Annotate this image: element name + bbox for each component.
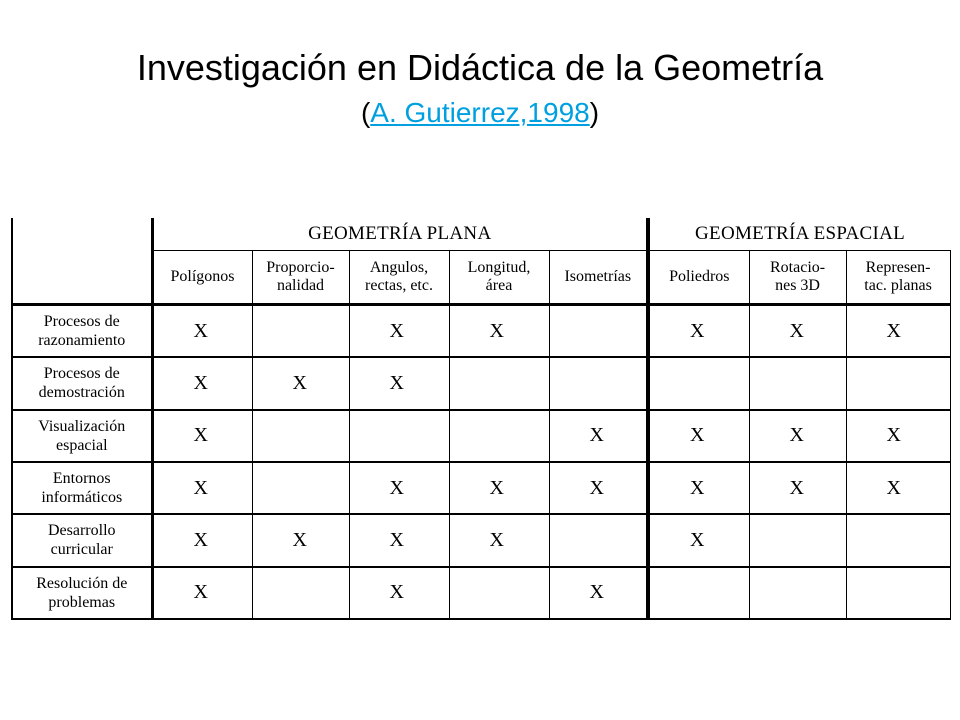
row-header-line: Procesos de [43,313,120,331]
table-cell: X [549,567,648,619]
table-cell: X [846,305,950,358]
column-header-line: Rotacio- [770,259,826,276]
column-header-line: Polígonos [170,268,235,285]
group-header-plana: GEOMETRÍA PLANA [152,218,648,251]
row-header [12,567,152,619]
row-header-line: Desarrollo [47,522,116,540]
column-header-line: nes 3D [775,277,820,294]
column-header-row [12,251,950,305]
row-header [12,357,152,409]
table-cell: X [648,410,749,462]
column-header [749,251,846,305]
table-cell: X [152,567,252,619]
table-body [12,305,950,620]
table-cell [252,410,349,462]
column-header [449,251,549,305]
table-cell [846,357,950,409]
row-header-line: Entornos [52,470,111,488]
table-cell [549,357,648,409]
table-cell: X [152,357,252,409]
table-cell [252,305,349,358]
row-header [12,410,152,462]
table-cell: X [152,514,252,566]
table-row [12,410,950,462]
table-cell [549,514,648,566]
table-cell: X [152,462,252,514]
row-header-line: informáticos [41,489,123,507]
citation-open-paren: ( [360,97,371,128]
column-header-line: Isometrías [564,268,632,285]
column-header-line: Proporcio- [266,259,335,276]
table-cell: X [449,462,549,514]
row-header-line: demostración [38,384,125,402]
slide-title: Investigación en Didáctica de la Geometría [136,47,824,88]
row-header-line: Procesos de [43,365,120,383]
table-row [12,357,950,409]
table-cell [449,410,549,462]
column-header-line: área [485,277,513,294]
table-cell [252,567,349,619]
table-row [12,514,950,566]
table-row [12,567,950,619]
column-header [648,251,749,305]
table-cell: X [648,462,749,514]
row-header [12,514,152,566]
column-header [152,251,252,305]
table-cell: X [252,514,349,566]
column-header-line: tac. planas [864,277,932,294]
row-header-line: espacial [55,436,108,454]
column-header-line: Poliedros [669,268,730,285]
column-header-line: Longitud, [467,259,531,276]
row-header-line: curricular [50,541,113,559]
table-cell: X [648,514,749,566]
table-cell: X [749,462,846,514]
table-cell: X [846,462,950,514]
table-cell [648,567,749,619]
table-cell: X [349,567,449,619]
column-header-line: rectas, etc. [365,277,433,294]
row-header-line: Visualización [38,417,126,435]
table-cell [749,514,846,566]
table-cell: X [152,305,252,358]
row-header [12,305,152,358]
table-cell: X [449,305,549,358]
group-header-espacial: GEOMETRÍA ESPACIAL [648,218,950,251]
citation-close-paren: ) [589,97,600,128]
table-cell [846,567,950,619]
column-header-line: Angulos, [369,259,429,276]
table-cell [549,305,648,358]
table-cell: X [749,410,846,462]
table-cell: X [749,305,846,358]
citation-link[interactable]: A. Gutierrez,1998 [370,97,590,128]
table-cell [449,357,549,409]
table-cell [449,567,549,619]
column-header [549,251,648,305]
table-cell [749,567,846,619]
table-cell: X [549,462,648,514]
table-cell: X [349,305,449,358]
column-header [252,251,349,305]
table-cell: X [449,514,549,566]
table-cell: X [252,357,349,409]
table-row [12,305,950,358]
column-header-line: nalidad [276,277,325,294]
table-row [12,462,950,514]
table-cell: X [152,410,252,462]
table-cell [846,514,950,566]
table-cell: X [549,410,648,462]
column-header-line: Represen- [865,259,931,276]
row-header-line: razonamiento [38,332,126,350]
row-header-line: problemas [48,593,116,611]
table-cell: X [349,357,449,409]
table-cell: X [349,514,449,566]
row-header [12,462,152,514]
column-header [349,251,449,305]
geometry-research-matrix [11,218,951,620]
research-table [11,218,949,620]
table-cell [749,357,846,409]
table-cell [349,410,449,462]
group-header-row [12,218,950,251]
corner-cell [12,218,152,305]
table-cell: X [846,410,950,462]
table-cell: X [349,462,449,514]
table-cell [648,357,749,409]
citation [0,95,960,131]
table-cell: X [648,305,749,358]
table-cell [252,462,349,514]
column-header [846,251,950,305]
row-header-line: Resolución de [36,574,128,592]
